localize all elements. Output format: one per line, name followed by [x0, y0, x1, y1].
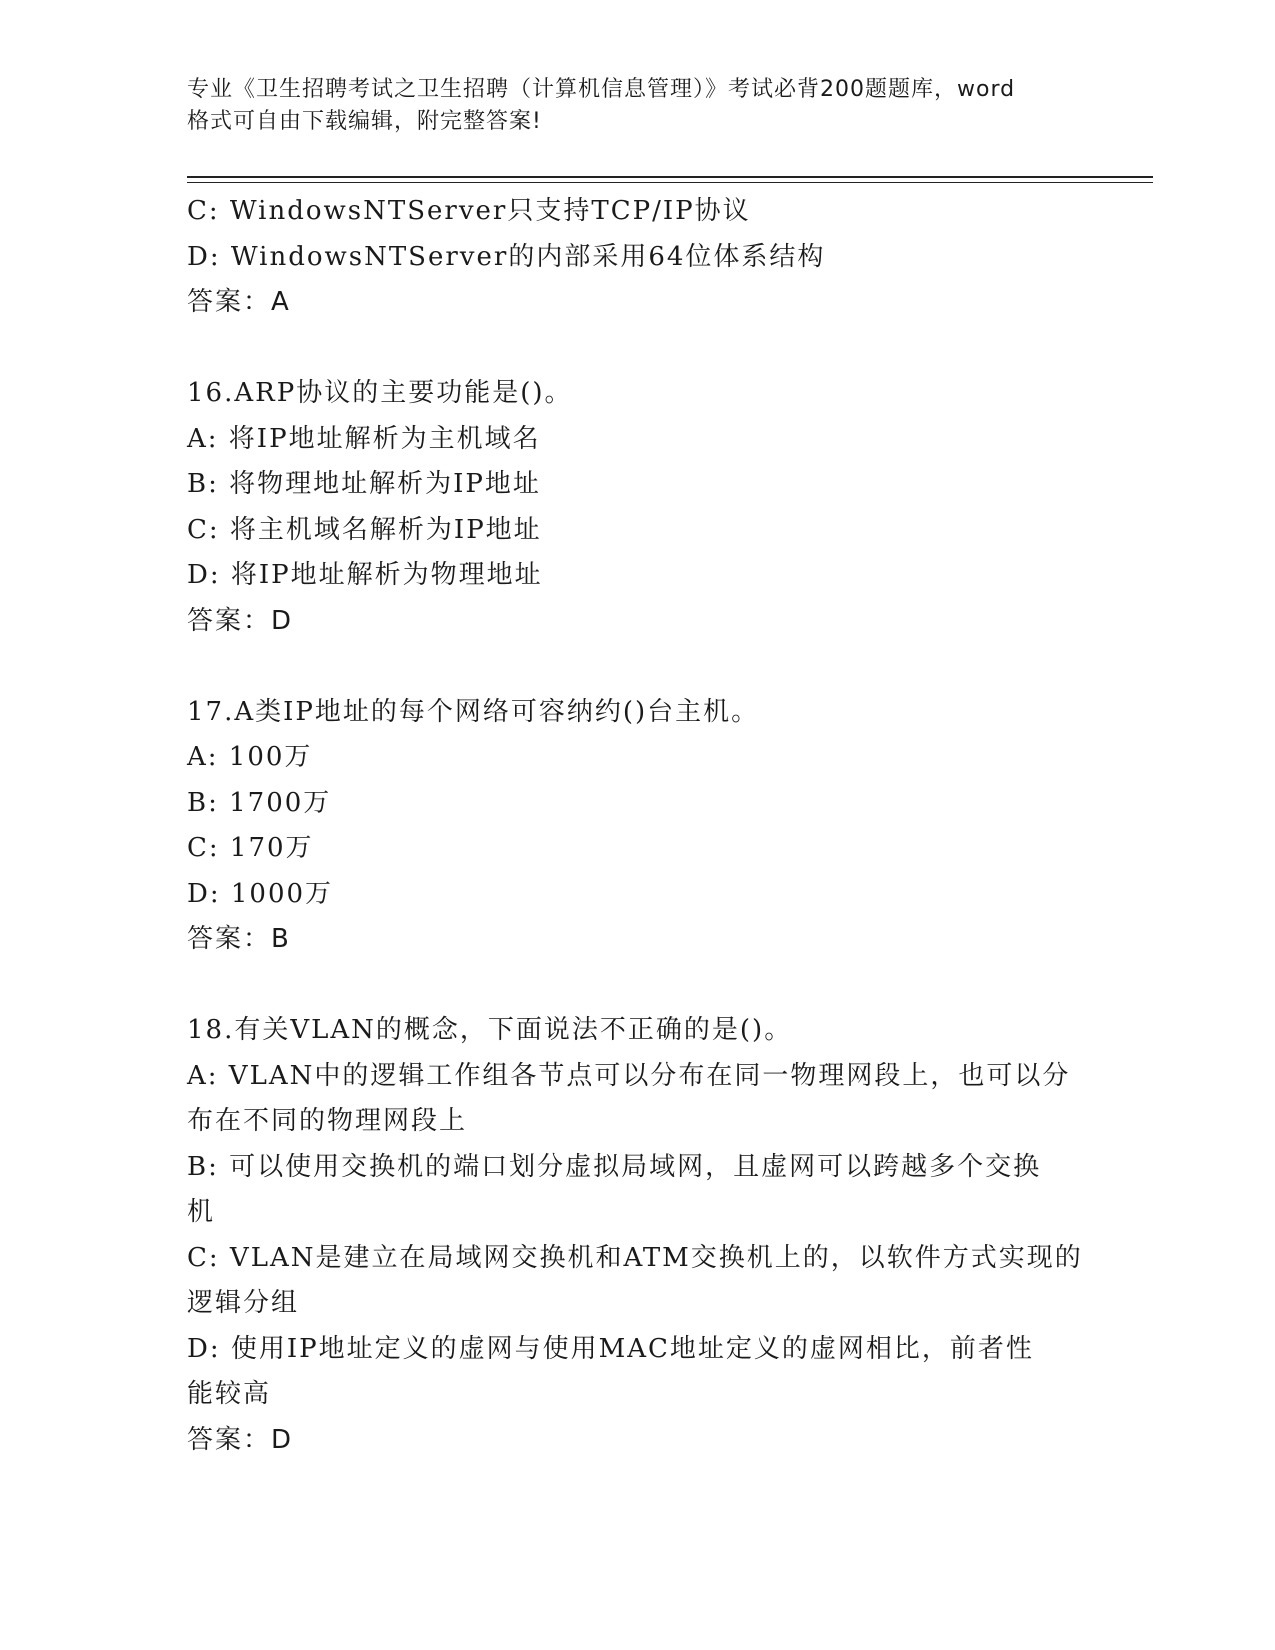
document-header [187, 74, 1087, 138]
answer: 答案：B [187, 924, 291, 954]
option-a: A: 100万 [187, 742, 313, 772]
spacer [187, 963, 1087, 1009]
question-content [187, 189, 1087, 1463]
question-18 [187, 1008, 1087, 1463]
question-16 [187, 371, 1087, 644]
question-15-tail [187, 189, 1087, 326]
option-a-line-1: A: VLAN中的逻辑工作组各节点可以分布在同一物理网段上，也可以分 [187, 1060, 1071, 1091]
spacer [187, 326, 1087, 372]
option-b: B: 将物理地址解析为IP地址 [187, 469, 541, 499]
header-divider-thick [187, 176, 1153, 178]
answer: 答案：D [187, 1424, 294, 1455]
option-b-line-1: B: 可以使用交换机的端口划分虚拟局域网，且虚网可以跨越多个交换 [187, 1151, 1042, 1182]
question-17 [187, 690, 1087, 963]
option-d: D: 1000万 [187, 878, 334, 909]
option-b: B: 1700万 [187, 787, 332, 818]
answer: 答案：D [187, 605, 294, 636]
option-d-line-2: 能较高 [187, 1379, 272, 1409]
option-c: C: 170万 [187, 833, 314, 863]
option-c: C: 将主机域名解析为IP地址 [187, 514, 542, 545]
spacer [187, 644, 1087, 690]
question-text: 18.有关VLAN的概念，下面说法不正确的是()。 [187, 1015, 793, 1045]
option-c-line-1: C: VLAN是建立在局域网交换机和ATM交换机上的，以软件方式实现的 [187, 1242, 1083, 1273]
header-divider-thin [187, 182, 1153, 183]
question-text: 17.A类IP地址的每个网络可容纳约()台主机。 [187, 696, 760, 727]
option-b-line-2: 机 [187, 1197, 216, 1227]
header-title-line-1: 专业《卫生招聘考试之卫生招聘（计算机信息管理）》考试必背200题题库，word [187, 77, 1016, 102]
option-a-line-2: 布在不同的物理网段上 [187, 1106, 468, 1136]
answer: 答案：A [187, 287, 291, 317]
option-d-line-1: D: 使用IP地址定义的虚网与使用MAC地址定义的虚网相比，前者性 [187, 1333, 1034, 1364]
question-text: 16.ARP协议的主要功能是()。 [187, 378, 573, 408]
option-d: D: WindowsNTServer的内部采用64位体系结构 [187, 241, 826, 272]
option-c: C: WindowsNTServer只支持TCP/IP协议 [187, 196, 751, 226]
header-title-line-2: 格式可自由下载编辑，附完整答案! [187, 109, 542, 134]
option-a: A: 将IP地址解析为主机域名 [187, 423, 541, 454]
option-c-line-2: 逻辑分组 [187, 1288, 300, 1318]
option-d: D: 将IP地址解析为物理地址 [187, 560, 543, 590]
